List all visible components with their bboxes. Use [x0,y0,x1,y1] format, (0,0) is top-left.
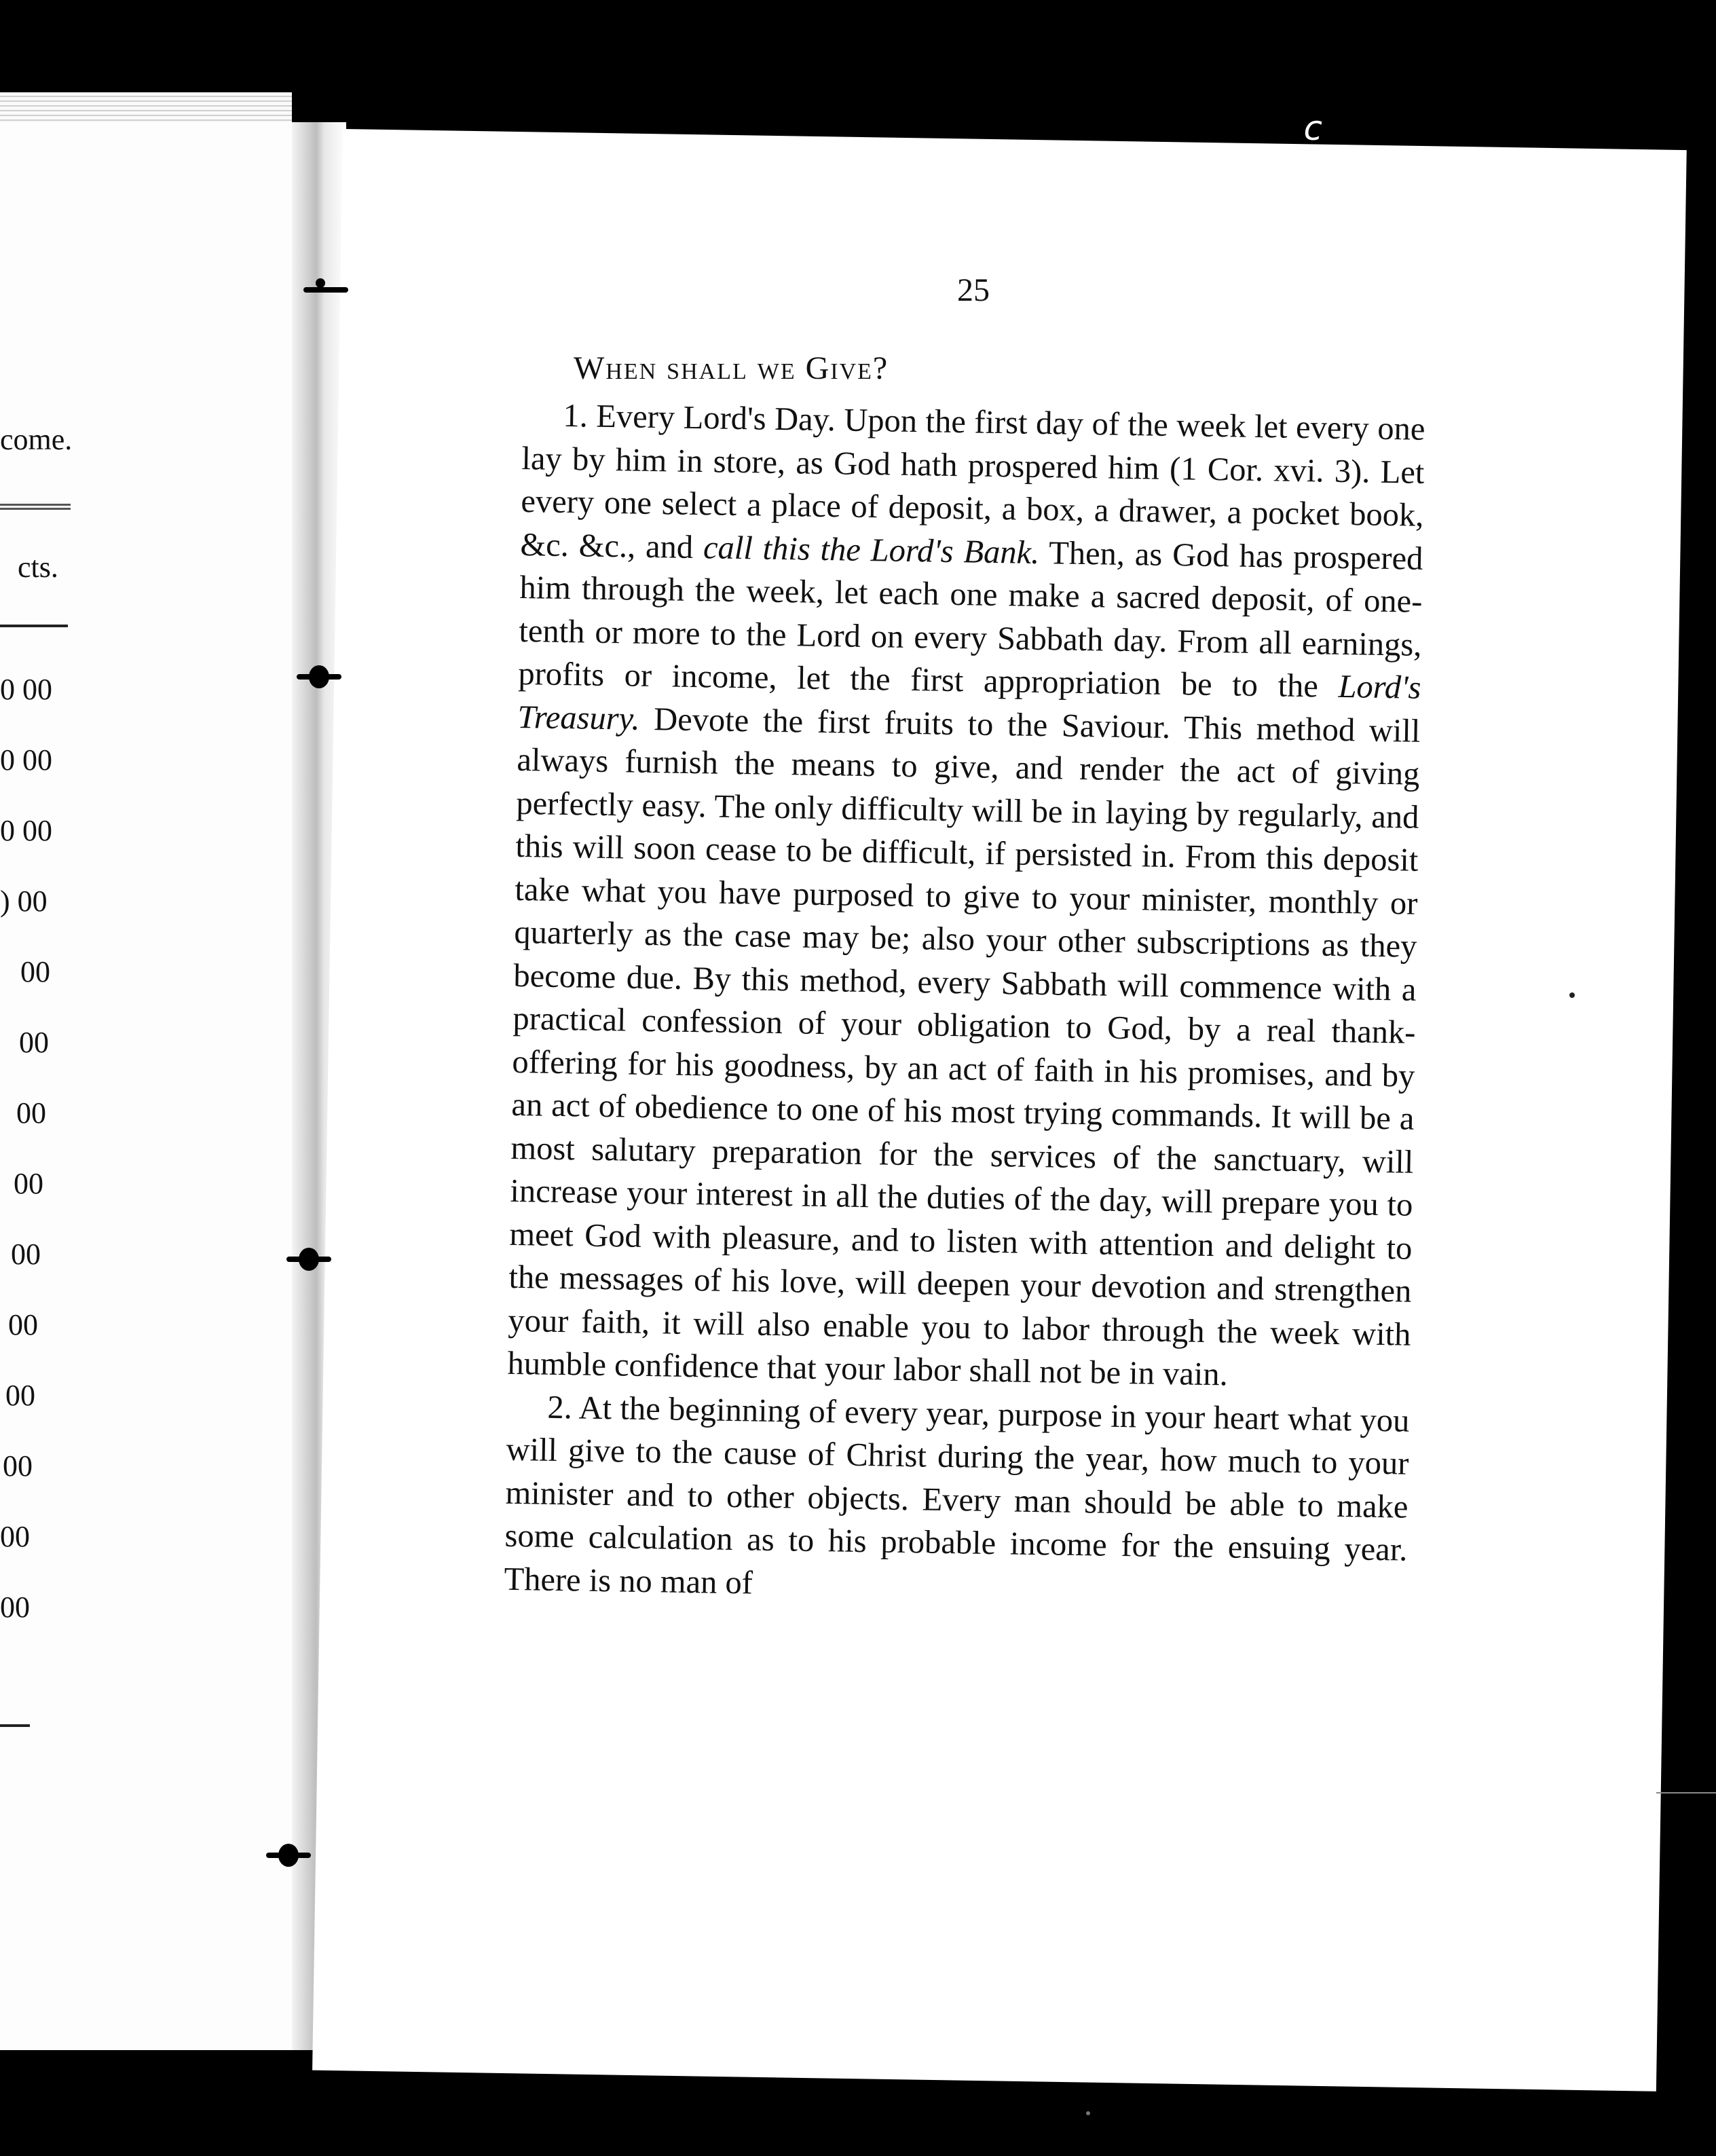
amount-cell: 00 [11,1238,41,1271]
amount-cell: 00 [0,1520,30,1553]
paragraph-1 [507,394,1425,1399]
amount-cell: 0 00 [0,814,52,847]
amount-cell: 00 [16,1096,46,1130]
paragraph-1-middle: Then, as God has prospered him through the week, let each one make a sacred deposit, of one-tenth or more to the Lord on every Sabbath day. From all earnings, profits or income, let the first appropriation be to the [518,534,1423,705]
left-page [0,122,299,2050]
scan-artifact [1656,1792,1716,1793]
binding-ring [309,665,329,688]
paragraph-1-start: 1. Every Lord's Day. Upon the first day of the week let every one lay by him in store, as God hath prospered him (1 Cor. xvi. 3). Let every one select a place of deposit, a box, a drawer, a pocket book, &c. &c., and [520,397,1425,565]
section-heading: When shall we Give? [574,350,889,386]
double-rule [0,504,71,510]
binding-ring [299,1248,319,1271]
italic-lords-treasury: Lord's Treasury. [517,668,1421,737]
corner-pencil-mark: c [1303,109,1322,148]
amount-cell: 0 00 [0,673,52,706]
footer-rule [0,1724,30,1727]
amount-cell: ) 00 [0,885,48,918]
page-speck [1569,992,1575,998]
amount-cell: 00 [3,1449,33,1483]
amount-cell: 0 00 [0,743,52,777]
paragraph-1-end: Devote the first fruits to the Saviour. This method will always furnish the means to give, and render the act of giving perfectly easy. The only difficulty will be in laying by regularly, and this will soon cease to be difficult, if persisted in. From this deposit take what you have purposed to give to your minister, monthly or quarterly as the case may be; also your other subscriptions as they become due. By this method, every Sabbath will commence with a practical confession of your obligation to God, by a real thank-offering for his goodness, by an act of faith in his promises, and by an act of obedience to one of his most trying commands. It will be a most salutary preparation for the services of the sanctuary, will increase your interest in all the duties of the day, will prepare you to meet God with pleasure, and to listen with attention and delight to the messages of his love, will deepen your devotion and strengthen your faith, it will also enable you to labor through the week with humble confidence that your labor shall not be in vain. [507,701,1421,1393]
page-speck [1086,2111,1090,2115]
page-stack-edge [0,92,292,122]
header-rule [0,625,68,627]
amount-cell: 00 [14,1167,43,1200]
binding-ring [316,278,325,288]
amount-cell: 00 [0,1591,30,1624]
left-column-header: cts. [18,551,58,584]
amount-cell: 00 [20,955,50,988]
body-text [504,394,1425,1615]
amount-cell: 00 [19,1026,49,1059]
amount-cell: 00 [8,1308,38,1341]
italic-lords-bank: call this the Lord's Bank. [703,529,1040,571]
left-heading-fragment: come. [0,423,73,456]
amount-cell: 00 [5,1379,35,1412]
binding-ring [278,1844,299,1867]
paragraph-2: 2. At the beginning of every year, purpose in your heart what you will give to the cause of Christ during the year, how much to your minister and to other objects. Every man should be able to make some calculation as to his probable income for the ensuing year. There is no man of [504,1389,1410,1601]
page-number: 25 [957,272,990,308]
